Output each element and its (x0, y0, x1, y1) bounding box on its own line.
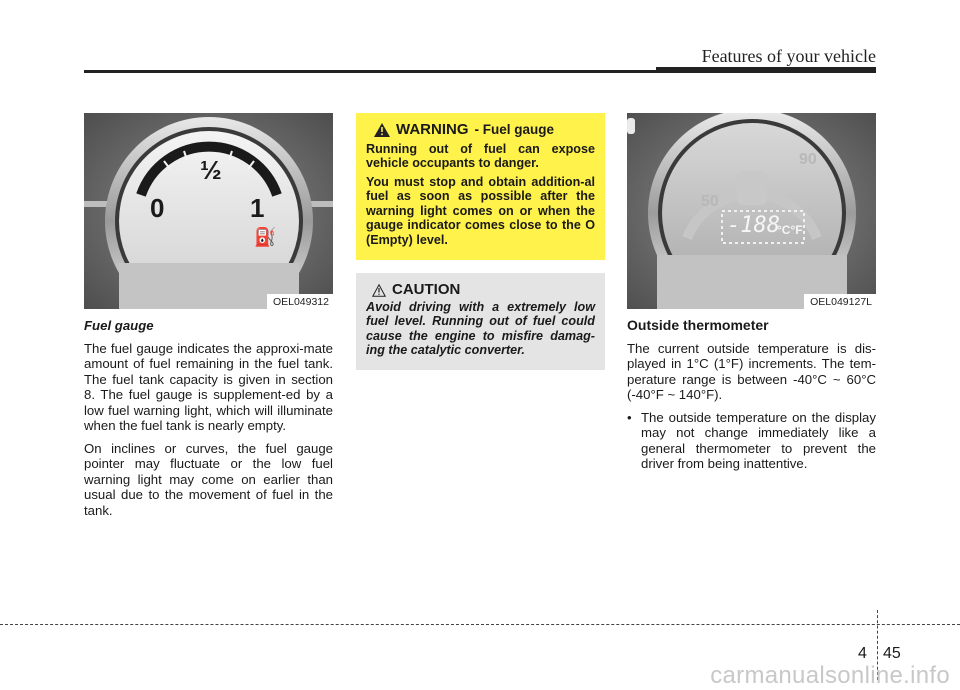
chapter-number: 4 (858, 645, 867, 662)
bullet-text: The outside temperature on the display may not change immediately like a general thermometer to prevent the driver from being inattentive. (641, 409, 876, 471)
footer-rule (0, 624, 960, 625)
scale-50-label: 50 (701, 193, 719, 210)
gauge-empty-label: 0 (150, 193, 165, 223)
thermometer-illustration (627, 113, 876, 309)
bullet-dot: • (627, 409, 632, 425)
outside-thermometer-subhead: Outside thermometer (627, 317, 769, 333)
fuel-gauge-illustration (84, 113, 333, 309)
header-rule (84, 70, 876, 73)
page-number: 45 (883, 645, 901, 662)
thermometer-figure (627, 113, 876, 309)
temperature-readout: -188 (727, 213, 780, 238)
caution-box (356, 273, 605, 370)
gauge-half-label: ½ (200, 155, 222, 185)
warning-paragraph: You must stop and obtain addition-al fuel as soon as possible after the warning light comes on or when the gauge indicator comes close to the O (Empty) level. (366, 174, 595, 247)
right-column (627, 318, 876, 472)
warning-heading (366, 123, 595, 138)
caution-title: CAUTION (392, 281, 461, 298)
temperature-units: °C°F (777, 223, 803, 237)
warning-title: WARNING (396, 121, 469, 138)
watermark: carmanualsonline.info (710, 662, 950, 689)
figure-code: OEL049312 (267, 294, 333, 309)
page-header-title: Features of your vehicle (701, 46, 876, 66)
bullet-item (627, 410, 876, 472)
scale-90-label: 90 (799, 151, 817, 168)
figure-code: OEL049127L (804, 294, 876, 309)
caution-heading (366, 283, 595, 298)
fuel-gauge-figure (84, 113, 333, 309)
warning-box (356, 113, 605, 260)
fuel-pump-icon: ⛽ (254, 227, 277, 247)
paragraph: On inclines or curves, the fuel gauge pointer may fluctuate or the low fuel warning light may come on earlier than usual due to the movement of fuel in the tank. (84, 440, 333, 518)
fuel-gauge-subhead: Fuel gauge (84, 318, 154, 333)
warning-subtitle: - Fuel gauge (474, 122, 555, 137)
caution-text: Avoid driving with a extremely low fuel level. Running out of fuel could cause the engine to misfire damag-ing the catalytic converter. (366, 299, 595, 357)
paragraph: The current outside temperature is dis-played in 1°C (1°F) increments. The tem-perature range is between -40°C ~ 60°C (-40°F ~ 140°F). (627, 340, 876, 402)
gauge-full-label: 1 (250, 193, 265, 223)
paragraph: The fuel gauge indicates the approxi-mate amount of fuel remaining in the fuel tank. The fuel tank capacity is given in section 8. The fuel gauge is supplement-ed by a low fuel warning light, which will illuminate when the fuel tank is nearly empty. (84, 340, 333, 433)
warning-paragraph: Running out of fuel can expose vehicle occupants to danger. (366, 141, 595, 170)
warning-icon (374, 123, 390, 137)
left-column (84, 318, 333, 525)
caution-icon (372, 284, 386, 297)
